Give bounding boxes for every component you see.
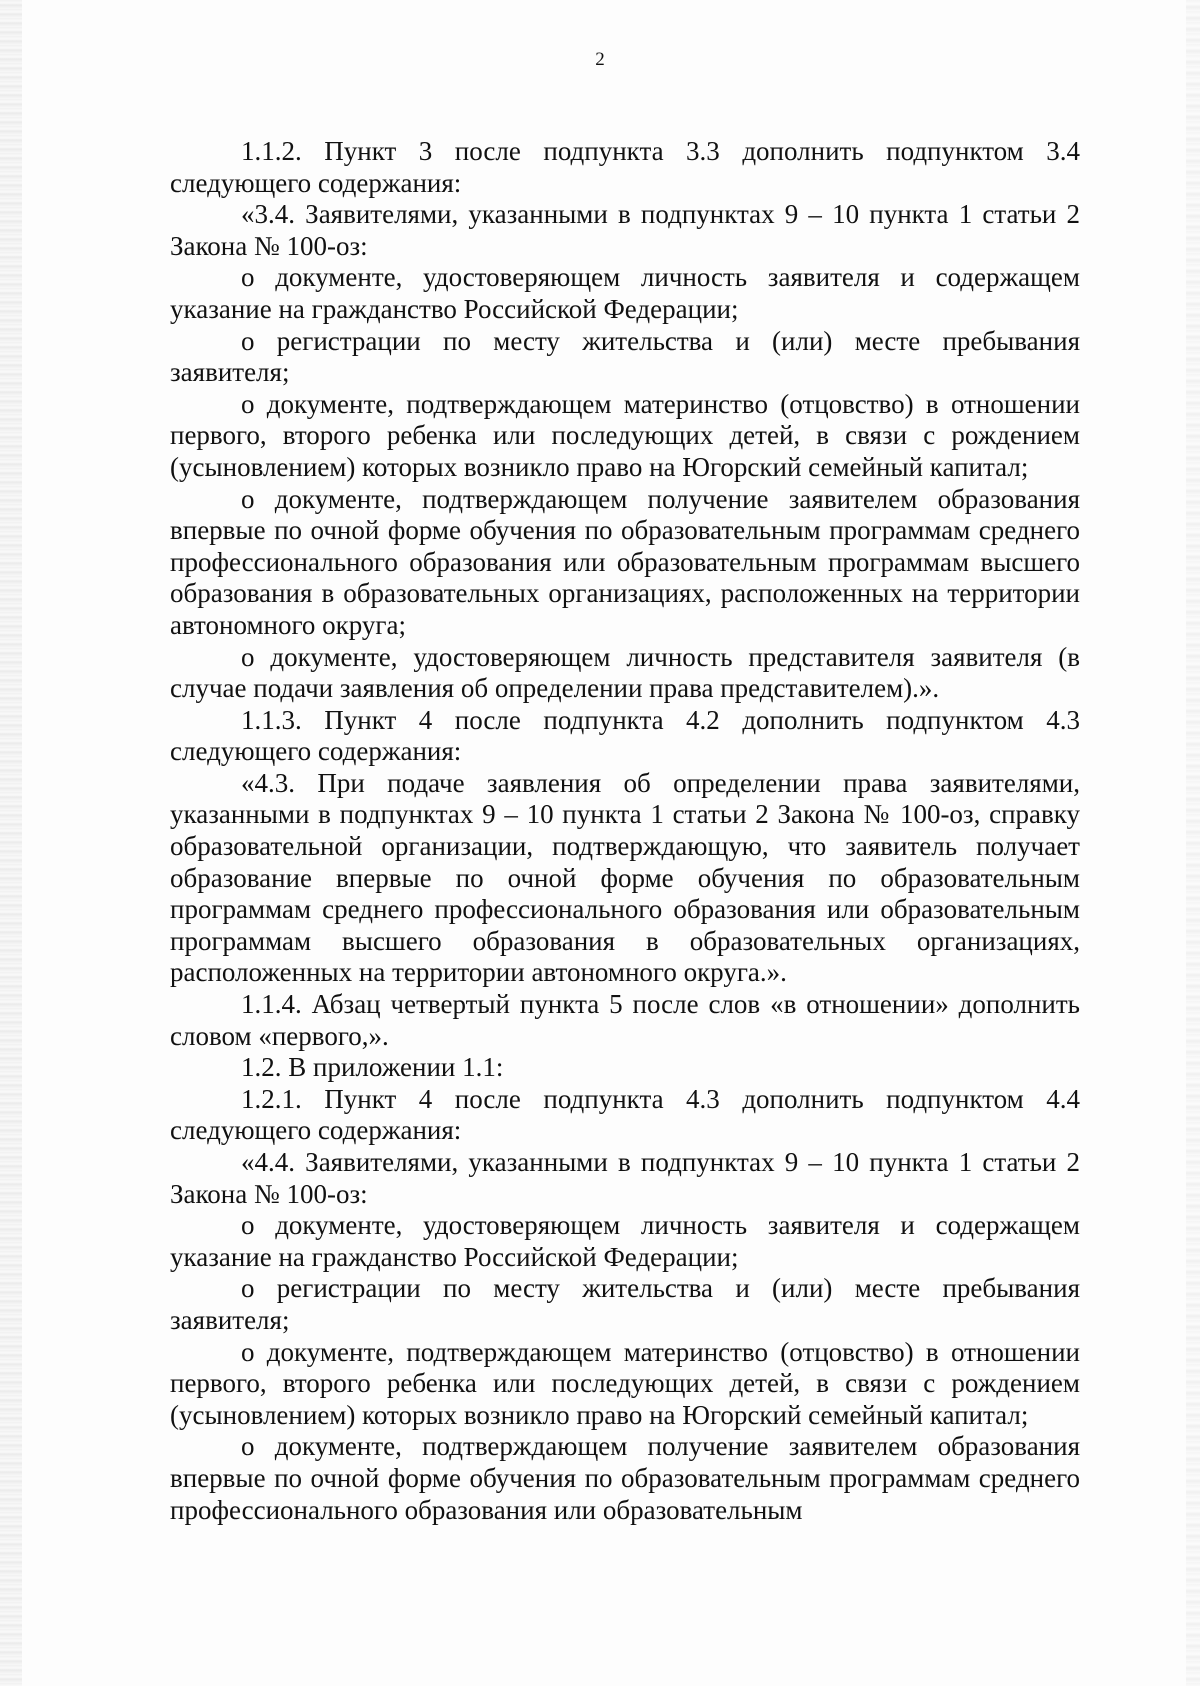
document-body bbox=[170, 136, 1080, 1526]
paragraph-identity-document-2: о документе, удостоверяющем личность заявителя и содержащем указание на гражданство Российской Федерации; bbox=[170, 1210, 1080, 1272]
paragraph-identity-document: о документе, удостоверяющем личность заявителя и содержащем указание на гражданство Российской Федерации; bbox=[170, 262, 1080, 324]
paragraph-3-4-intro: «3.4. Заявителями, указанными в подпунктах 9 – 10 пункта 1 статьи 2 Закона № 100-оз: bbox=[170, 199, 1080, 261]
paragraph-parenthood-document: о документе, подтверждающем материнство (отцовство) в отношении первого, второго ребенка или последующих детей, в связи с рождением (усыновлением) которых возникло право на Югорский семейный капитал; bbox=[170, 388, 1080, 482]
paragraph-1-2-1: 1.2.1. Пункт 4 после подпункта 4.3 дополнить подпунктом 4.4 следующего содержания: bbox=[170, 1083, 1080, 1146]
paragraph-representative-document: о документе, удостоверяющем личность представителя заявителя (в случае подачи заявления об определении права представителем).». bbox=[170, 641, 1080, 704]
paragraph-registration: о регистрации по месту жительства и (или) месте пребывания заявителя; bbox=[170, 325, 1080, 388]
paragraph-education-document: о документе, подтверждающем получение заявителем образования впервые по очной форме обучения по образовательным программам среднего профессионального образования или образовательным программам высшего образования в образовательных организациях, расположенных на территории автономного округа; bbox=[170, 483, 1080, 640]
paragraph-1-1-4: 1.1.4. Абзац четвертый пункта 5 после слов «в отношении» дополнить словом «первого,». bbox=[170, 989, 1080, 1051]
paragraph-1-2: 1.2. В приложении 1.1: bbox=[241, 1052, 504, 1083]
paragraph-education-document-2: о документе, подтверждающем получение заявителем образования впервые по очной форме обучения по образовательным программам среднего профессионального образования или образовательным bbox=[170, 1431, 1080, 1525]
paragraph-4-3-text: «4.3. При подаче заявления об определении права заявителями, указанными в подпунктах 9 – 10 пункта 1 статьи 2 Закона № 100-оз, справку образовательной организации, подтверждающую, что заявитель получает образование впервые по очной форме обучения по образовательным программам среднего профессионального образования или образовательным программам высшего образования в образовательных организациях, расположенных на территории автономного округа.». bbox=[170, 767, 1080, 988]
page-number: 2 bbox=[595, 49, 605, 70]
paragraph-1-1-2: 1.1.2. Пункт 3 после подпункта 3.3 дополнить подпунктом 3.4 следующего содержания: bbox=[170, 136, 1080, 198]
paragraph-registration-2: о регистрации по месту жительства и (или) месте пребывания заявителя; bbox=[170, 1273, 1080, 1335]
paragraph-parenthood-document-2: о документе, подтверждающем материнство (отцовство) в отношении первого, второго ребенка или последующих детей, в связи с рождением (усыновлением) которых возникло право на Югорский семейный капитал; bbox=[170, 1336, 1080, 1430]
paragraph-1-1-3: 1.1.3. Пункт 4 после подпункта 4.2 дополнить подпунктом 4.3 следующего содержания: bbox=[170, 704, 1080, 767]
scan-edge-left bbox=[0, 0, 22, 1686]
paragraph-4-4-intro: «4.4. Заявителями, указанными в подпунктах 9 – 10 пункта 1 статьи 2 Закона № 100-оз: bbox=[170, 1147, 1080, 1209]
scan-edge-right bbox=[1186, 0, 1200, 1686]
